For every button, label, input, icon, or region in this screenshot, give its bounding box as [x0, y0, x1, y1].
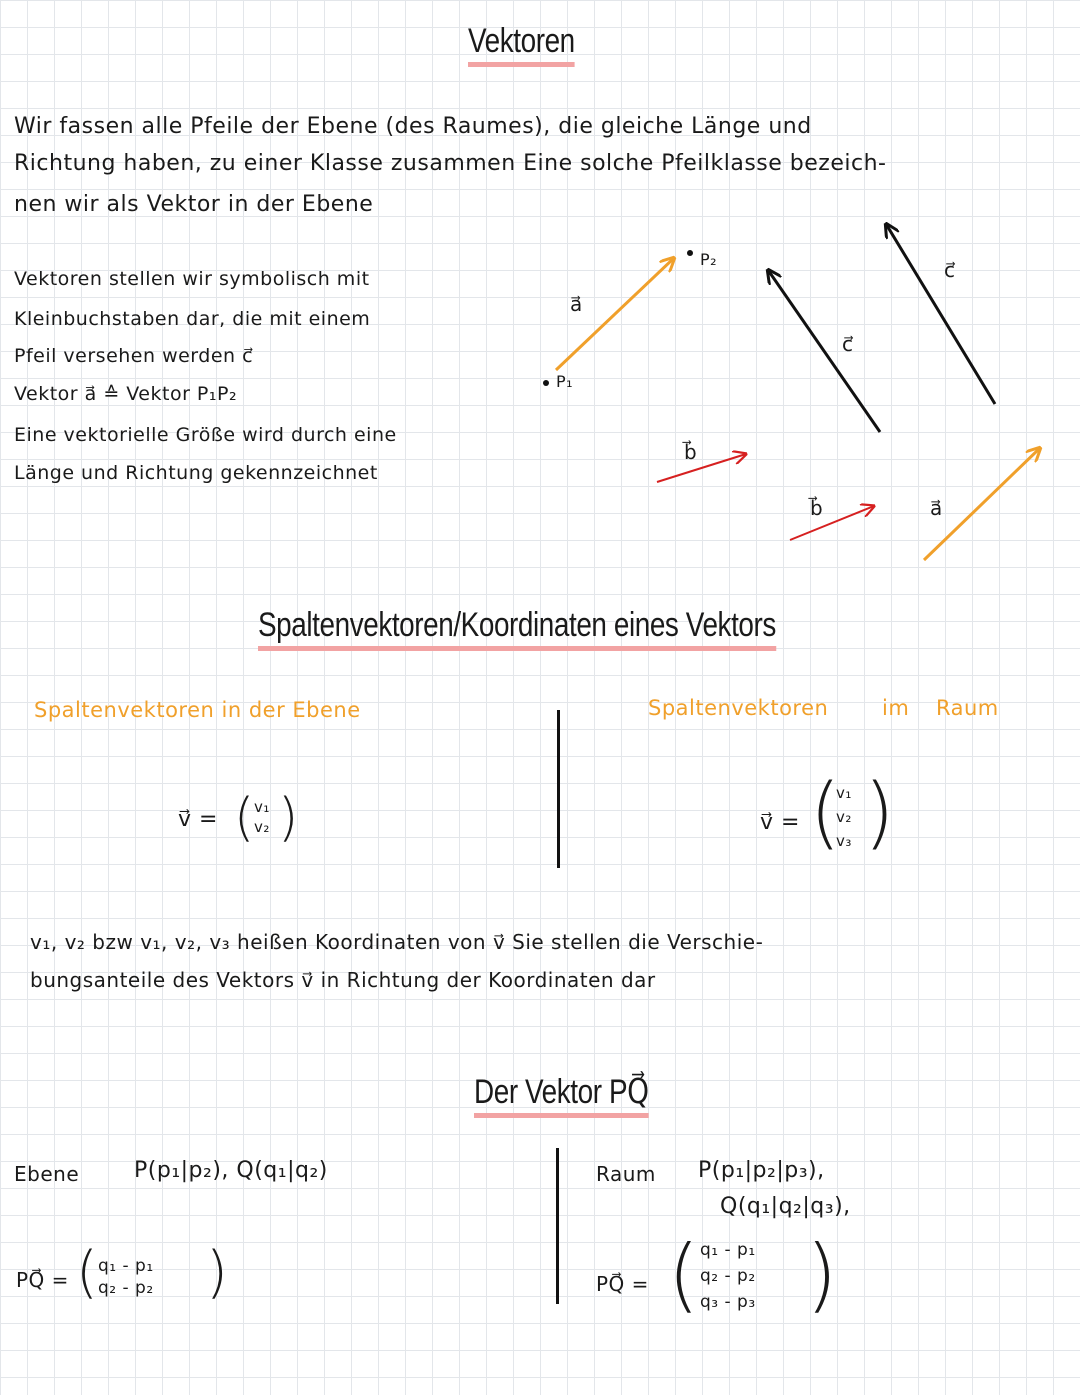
- vector-3d-component-2: v₂: [836, 808, 852, 826]
- intro-line-1: Wir fassen alle Pfeile der Ebene (des Raumes), die gleiche Länge und: [14, 114, 812, 139]
- raum-label: Raum: [596, 1162, 656, 1186]
- label-a-2: a⃗: [930, 496, 943, 520]
- pq-3d-lhs: PQ⃗ =: [596, 1272, 649, 1296]
- arrow-c-1: [768, 270, 880, 432]
- ebene-label: Ebene: [14, 1162, 80, 1186]
- label-p2: P₂: [700, 250, 718, 269]
- point-p2: [687, 250, 693, 256]
- coordinates-explanation-line-2: bungsanteile des Vektors v⃗ in Richtung der Koordinaten dar: [30, 968, 656, 992]
- heading-column-vectors-space: Spaltenvektoren: [648, 696, 829, 720]
- section3-divider: [556, 1148, 559, 1304]
- vector-3d-component-1: v₁: [836, 784, 852, 802]
- vector-2d-paren-open: (: [234, 788, 255, 848]
- heading-column-vectors-plane: Spaltenvektoren in der Ebene: [34, 698, 361, 722]
- pq-2d-paren-close: ): [206, 1240, 228, 1305]
- label-c-1: c⃗: [842, 332, 854, 356]
- section-title-vector-pq: Der Vektor PQ⃗: [474, 1072, 649, 1118]
- raum-points-2: Q(q₁|q₂|q₃),: [720, 1194, 851, 1219]
- notation-line-2: Kleinbuchstaben dar, die mit einem: [14, 308, 371, 330]
- arrow-b-2: [790, 506, 874, 540]
- vector-3d-paren-open: (: [810, 768, 841, 858]
- label-c-2: c⃗: [944, 258, 956, 282]
- pq-2d-paren-open: (: [76, 1240, 98, 1305]
- ebene-points: P(p₁|p₂), Q(q₁|q₂): [134, 1158, 328, 1183]
- label-b-1: b⃗: [684, 440, 698, 464]
- pq-3d-paren-open: (: [668, 1228, 700, 1321]
- label-b-2: b⃗: [810, 496, 824, 520]
- coordinates-explanation-line-1: v₁, v₂ bzw v₁, v₂, v₃ heißen Koordinaten von v⃗ Sie stellen die Verschie-: [30, 930, 764, 954]
- notation-line-1: Vektoren stellen wir symbolisch mit: [14, 268, 370, 290]
- vector-2d-component-1: v₁: [254, 798, 270, 816]
- vector-3d-lhs: v⃗ =: [760, 810, 800, 835]
- heading-column-vectors-space-raum: Raum: [936, 696, 999, 720]
- notation-line-4: Vektor a⃗ ≙ Vektor P₁P₂: [14, 383, 238, 405]
- raum-points-1: P(p₁|p₂|p₃),: [698, 1158, 825, 1183]
- notation-line-5: Eine vektorielle Größe wird durch eine: [14, 424, 397, 446]
- pq-2d-component-1: q₁ - p₁: [98, 1256, 154, 1276]
- pq-2d-component-2: q₂ - p₂: [98, 1278, 154, 1298]
- notation-line-6: Länge und Richtung gekennzeichnet: [14, 462, 378, 484]
- vector-3d-paren-close: ): [864, 768, 895, 858]
- section-title-column-vectors: Spaltenvektoren/Koordinaten eines Vektors: [258, 606, 776, 651]
- vector-2d-paren-close: ): [278, 788, 299, 848]
- pq-3d-component-3: q₃ - p₃: [700, 1292, 756, 1312]
- page-title: Vektoren: [468, 22, 575, 67]
- heading-column-vectors-space-im: im: [882, 696, 910, 720]
- intro-line-2: Richtung haben, zu einer Klasse zusammen Eine solche Pfeilklasse bezeich-: [14, 151, 887, 176]
- arrow-b-1: [657, 454, 746, 482]
- point-p1: [543, 380, 549, 386]
- vector-2d-component-2: v₂: [254, 818, 270, 836]
- pq-3d-component-1: q₁ - p₁: [700, 1240, 756, 1260]
- section2-divider: [557, 710, 560, 868]
- intro-line-3: nen wir als Vektor in der Ebene: [14, 192, 374, 217]
- vector-3d-component-3: v₃: [836, 832, 852, 850]
- vector-2d-lhs: v⃗ =: [178, 807, 218, 832]
- notation-line-3: Pfeil versehen werden c⃗: [14, 345, 254, 367]
- label-a-1: a⃗: [570, 292, 583, 316]
- pq-3d-component-2: q₂ - p₂: [700, 1266, 756, 1286]
- label-p1: P₁: [556, 372, 574, 391]
- pq-3d-paren-close: ): [806, 1228, 838, 1321]
- pq-2d-lhs: PQ⃗ =: [16, 1268, 69, 1292]
- arrow-c-2: [886, 224, 995, 404]
